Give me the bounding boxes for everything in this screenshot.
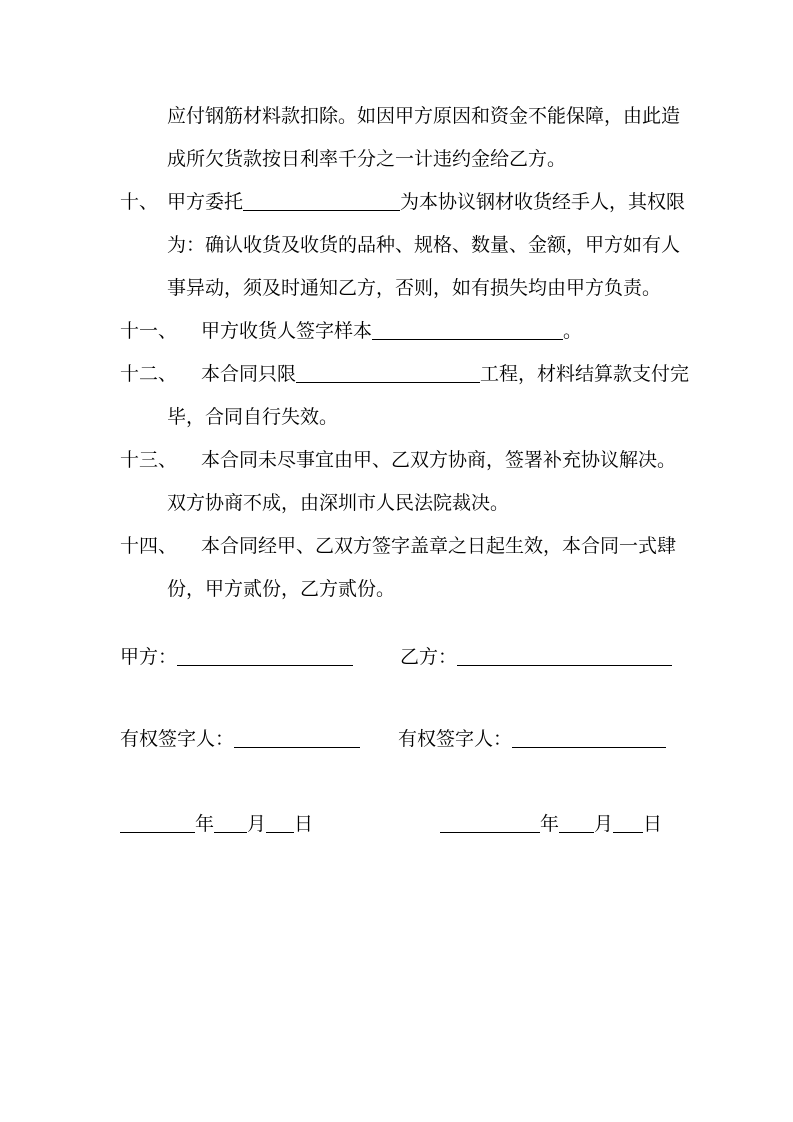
date-b-field <box>440 803 662 846</box>
text-run: 成所欠货款按日利率千分之一计违约金给乙方。 <box>167 149 567 170</box>
text-line <box>167 267 683 310</box>
clauses <box>120 95 690 611</box>
text-run: 本合同只限 <box>201 364 297 385</box>
year-fill-in-blank <box>440 832 540 833</box>
text-line <box>167 568 683 611</box>
signer-b-label: 有权签字人： <box>398 729 513 750</box>
authorized-signer-row <box>120 718 683 761</box>
text-run: 本合同经甲、乙双方签字盖章之日起生效，本合同一式肆 <box>201 536 677 557</box>
signer-a-field <box>120 729 360 750</box>
party-a-label: 甲方： <box>120 647 178 668</box>
month-label: 月 <box>247 814 267 835</box>
contract-clause <box>120 310 683 353</box>
text-line <box>167 525 683 568</box>
date-row <box>120 803 683 846</box>
contract-clause <box>120 353 690 439</box>
day-label: 日 <box>643 814 663 835</box>
clause-number-label: 十三、 <box>120 450 178 471</box>
clause-number-label: 十一、 <box>120 321 178 342</box>
text-run: 毕，合同自行失效。 <box>167 407 339 428</box>
month-label: 月 <box>594 814 614 835</box>
text-run: 甲方收货人签字样本 <box>201 321 373 342</box>
clause-number-label: 十二、 <box>120 364 178 385</box>
text-run: 本合同未尽事宜由甲、乙双方协商，签署补充协议解决。 <box>201 450 677 471</box>
text-line <box>167 439 683 482</box>
party-b-fill-in-blank <box>457 665 672 666</box>
fill-in-blank <box>372 339 563 340</box>
fill-in-blank <box>296 382 480 383</box>
clause-number-label: 十四、 <box>120 536 178 557</box>
text-run: 甲方委托 <box>167 192 244 213</box>
day-fill-in-blank <box>613 832 643 833</box>
signer-b-field <box>398 718 666 761</box>
signer-a-label: 有权签字人： <box>120 729 235 750</box>
day-fill-in-blank <box>266 832 294 833</box>
fill-in-blank <box>243 210 400 211</box>
text-run: 双方协商不成，由深圳市人民法院裁决。 <box>167 493 510 514</box>
text-run: 事异动，须及时通知乙方，否则，如有损失均由甲方负责。 <box>167 278 662 299</box>
text-line <box>167 138 683 181</box>
date-a-field <box>120 814 313 835</box>
signer-b-fill-in-blank <box>512 747 666 748</box>
text-line <box>167 310 683 353</box>
year-label: 年 <box>195 814 215 835</box>
text-run: 工程，材料结算款支付完 <box>480 364 690 385</box>
signer-a-fill-in-blank <box>234 747 360 748</box>
text-run: 。 <box>563 321 583 342</box>
text-run: 为：确认收货及收货的品种、规格、数量、金额，甲方如有人 <box>167 235 681 256</box>
paragraph-continuation <box>120 95 683 181</box>
contract-clause <box>120 181 686 310</box>
day-label: 日 <box>294 814 314 835</box>
text-line <box>167 396 683 439</box>
text-run: 应付钢筋材料款扣除。如因甲方原因和资金不能保障，由此造 <box>167 106 681 127</box>
text-line <box>167 95 683 138</box>
party-a-field <box>120 647 353 668</box>
text-line <box>167 181 686 224</box>
contract-clause <box>120 439 683 525</box>
clause-number-label: 十、 <box>120 192 159 213</box>
party-signature-row <box>120 636 683 679</box>
party-b-field <box>400 636 672 679</box>
year-fill-in-blank <box>120 832 195 833</box>
text-line <box>167 353 690 396</box>
contract-clause <box>120 525 683 611</box>
text-run: 份，甲方贰份，乙方贰份。 <box>167 579 396 600</box>
party-a-fill-in-blank <box>177 665 353 666</box>
party-b-label: 乙方： <box>400 647 458 668</box>
text-line <box>167 224 683 267</box>
text-run: 为本协议钢材收货经手人，其权限 <box>400 192 686 213</box>
year-label: 年 <box>540 814 560 835</box>
month-fill-in-blank <box>559 832 594 833</box>
month-fill-in-blank <box>214 832 247 833</box>
text-line <box>167 482 683 525</box>
